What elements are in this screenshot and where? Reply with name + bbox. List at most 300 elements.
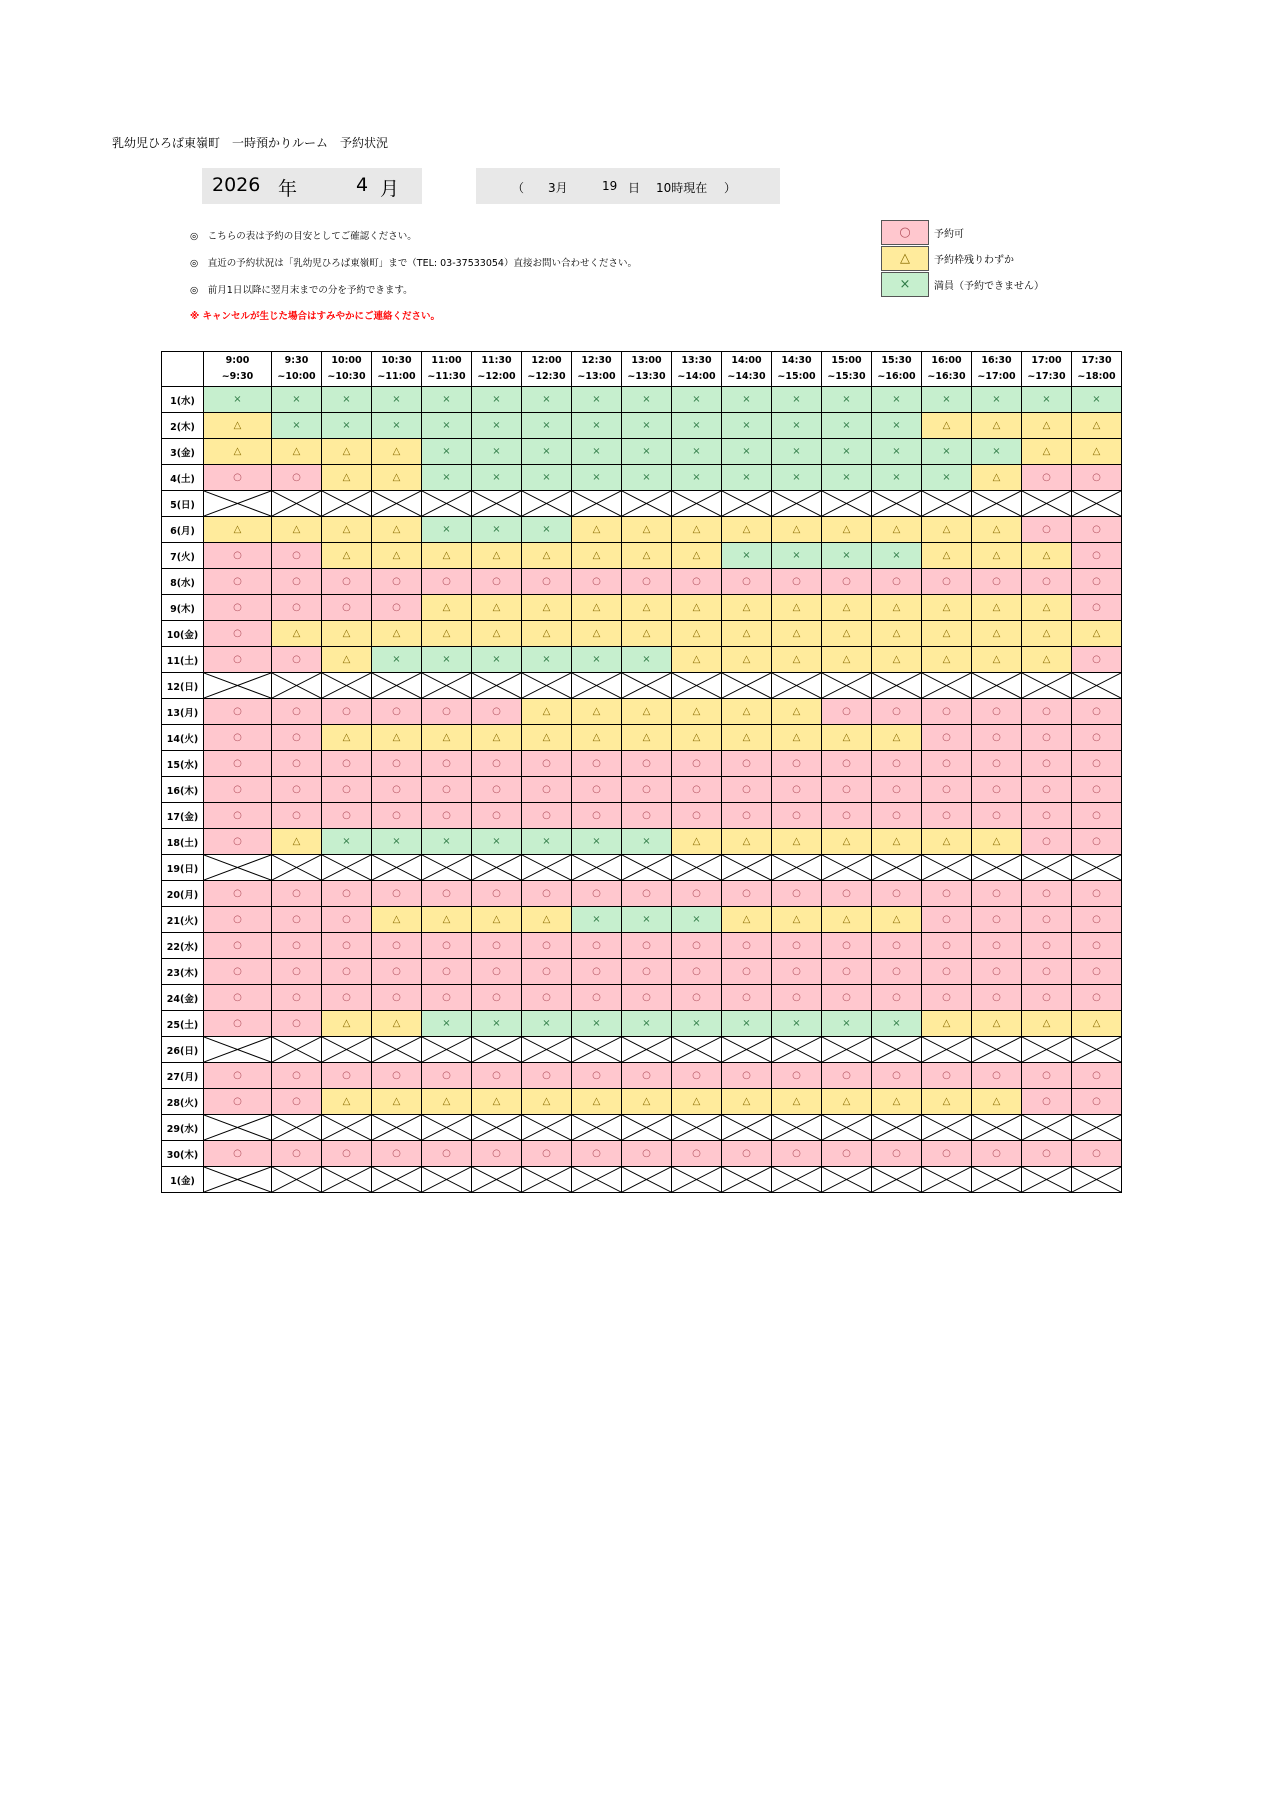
cross-out-icon — [622, 855, 671, 880]
slot-cell: × — [322, 387, 372, 413]
slot-cell: × — [872, 465, 922, 491]
slot-cell: ○ — [922, 1063, 972, 1089]
slot-cell: ○ — [572, 569, 622, 595]
cross-out-icon — [472, 1167, 521, 1192]
slot-cell: ○ — [1072, 699, 1122, 725]
slot-cell: △ — [572, 1089, 622, 1115]
slot-cell: ○ — [472, 985, 522, 1011]
slot-cell: ○ — [1072, 985, 1122, 1011]
time-slot-header — [622, 352, 672, 387]
slot-cell: ○ — [1022, 517, 1072, 543]
slot-cell: ○ — [272, 465, 322, 491]
slot-cell: ○ — [672, 1063, 722, 1089]
slot-cell: × — [822, 543, 872, 569]
table-row — [162, 595, 1122, 621]
slot-cell: × — [522, 829, 572, 855]
slot-cell: △ — [272, 621, 322, 647]
closed-cell — [772, 1037, 822, 1063]
slot-cell: △ — [922, 1089, 972, 1115]
slot-cell: × — [522, 517, 572, 543]
slot-cell: ○ — [272, 1089, 322, 1115]
closed-cell — [722, 673, 772, 699]
slot-cell: ○ — [772, 933, 822, 959]
slot-cell: ○ — [272, 803, 322, 829]
slot-cell: △ — [572, 543, 622, 569]
slot-cell: ○ — [572, 803, 622, 829]
table-row — [162, 491, 1122, 517]
closed-cell — [672, 491, 722, 517]
cross-out-icon — [522, 1115, 571, 1140]
slot-cell: ○ — [722, 933, 772, 959]
slot-cell: ○ — [772, 881, 822, 907]
cross-out-icon — [622, 673, 671, 698]
table-row — [162, 569, 1122, 595]
closed-cell — [872, 1037, 922, 1063]
slot-cell: ○ — [372, 933, 422, 959]
closed-cell — [972, 673, 1022, 699]
time-slot-start: 17:00 — [1031, 355, 1062, 366]
slot-cell: × — [822, 1011, 872, 1037]
slot-cell: △ — [1072, 1011, 1122, 1037]
cross-out-icon — [822, 491, 871, 516]
slot-cell: ○ — [422, 959, 472, 985]
slot-cell: × — [872, 543, 922, 569]
slot-cell: ○ — [522, 777, 572, 803]
closed-cell — [722, 1115, 772, 1141]
closed-cell — [472, 491, 522, 517]
closed-cell — [722, 1037, 772, 1063]
slot-cell: × — [672, 1011, 722, 1037]
day-label: 20(月) — [162, 881, 204, 907]
slot-cell: ○ — [272, 907, 322, 933]
slot-cell: ○ — [572, 933, 622, 959]
cross-out-icon — [204, 855, 271, 880]
slot-cell: ○ — [972, 751, 1022, 777]
cross-out-icon — [822, 1115, 871, 1140]
time-slot-header — [322, 352, 372, 387]
time-slot-end: ~14:00 — [677, 371, 716, 382]
slot-cell: △ — [722, 1089, 772, 1115]
slot-cell: △ — [872, 907, 922, 933]
cross-out-icon — [972, 1037, 1021, 1062]
slot-cell: ○ — [622, 881, 672, 907]
day-label: 2(木) — [162, 413, 204, 439]
day-label: 26(日) — [162, 1037, 204, 1063]
cross-out-icon — [772, 1037, 821, 1062]
cross-out-icon — [1022, 673, 1071, 698]
slot-cell: △ — [672, 595, 722, 621]
time-slot-header — [722, 352, 772, 387]
slot-cell: × — [422, 413, 472, 439]
slot-cell: ○ — [922, 907, 972, 933]
day-label: 27(月) — [162, 1063, 204, 1089]
slot-cell: × — [722, 543, 772, 569]
slot-cell: ○ — [822, 1141, 872, 1167]
slot-cell: × — [572, 1011, 622, 1037]
cross-out-icon — [522, 1167, 571, 1192]
time-slot-start: 13:00 — [631, 355, 662, 366]
slot-cell: ○ — [872, 777, 922, 803]
slot-cell: ○ — [1072, 777, 1122, 803]
slot-cell: ○ — [822, 1063, 872, 1089]
slot-cell: × — [272, 387, 322, 413]
closed-cell — [322, 1037, 372, 1063]
slot-cell: △ — [872, 829, 922, 855]
slot-cell: ○ — [372, 803, 422, 829]
slot-cell: △ — [1022, 413, 1072, 439]
slot-cell: × — [372, 387, 422, 413]
cross-out-icon — [972, 1167, 1021, 1192]
slot-cell: ○ — [272, 881, 322, 907]
slot-cell: △ — [822, 907, 872, 933]
slot-cell: ○ — [372, 881, 422, 907]
slot-cell: △ — [872, 621, 922, 647]
slot-cell: △ — [972, 517, 1022, 543]
cross-out-icon — [1072, 1167, 1121, 1192]
slot-cell: ○ — [672, 933, 722, 959]
slot-cell: ○ — [204, 647, 272, 673]
slot-cell: △ — [522, 621, 572, 647]
closed-cell — [622, 1167, 672, 1193]
slot-cell: △ — [372, 725, 422, 751]
cross-out-icon — [922, 491, 971, 516]
slot-cell: △ — [372, 517, 422, 543]
cross-out-icon — [872, 1037, 921, 1062]
slot-cell: △ — [422, 1089, 472, 1115]
day-label: 23(木) — [162, 959, 204, 985]
page-title: 乳幼児ひろば東嶺町 一時預かりルーム 予約状況 — [112, 136, 389, 150]
closed-cell — [1072, 1115, 1122, 1141]
slot-cell: ○ — [572, 1063, 622, 1089]
slot-cell: ○ — [522, 569, 572, 595]
slot-cell: △ — [922, 543, 972, 569]
cross-out-icon — [772, 491, 821, 516]
slot-cell: ○ — [204, 725, 272, 751]
slot-cell: ○ — [422, 569, 472, 595]
closed-cell — [272, 491, 322, 517]
slot-cell: △ — [422, 621, 472, 647]
table-row — [162, 1037, 1122, 1063]
slot-cell: ○ — [472, 1141, 522, 1167]
slot-cell: ○ — [822, 777, 872, 803]
day-label: 4(土) — [162, 465, 204, 491]
slot-cell: × — [572, 439, 622, 465]
time-slot-end: ~17:00 — [977, 371, 1016, 382]
slot-cell: × — [522, 439, 572, 465]
day-label: 17(金) — [162, 803, 204, 829]
slot-cell: ○ — [422, 699, 472, 725]
cross-out-icon — [922, 673, 971, 698]
time-slot-start: 11:00 — [431, 355, 462, 366]
slot-cell: × — [872, 439, 922, 465]
month-value: 4 — [356, 174, 369, 196]
slot-cell: ○ — [1072, 829, 1122, 855]
slot-cell: ○ — [472, 959, 522, 985]
slot-cell: △ — [422, 725, 472, 751]
slot-cell: △ — [722, 647, 772, 673]
closed-cell — [204, 1167, 272, 1193]
slot-cell: △ — [872, 647, 922, 673]
table-row — [162, 985, 1122, 1011]
slot-cell: × — [372, 829, 422, 855]
slot-cell: ○ — [1022, 699, 1072, 725]
slot-cell: ○ — [1072, 907, 1122, 933]
slot-cell: ○ — [204, 543, 272, 569]
slot-cell: △ — [272, 829, 322, 855]
table-row — [162, 413, 1122, 439]
closed-cell — [372, 1167, 422, 1193]
slot-cell: ○ — [372, 985, 422, 1011]
slot-cell: ○ — [622, 803, 672, 829]
slot-cell: × — [922, 439, 972, 465]
time-slot-header — [872, 352, 922, 387]
table-row — [162, 647, 1122, 673]
note-1: ◎ こちらの表は予約の目安としてご確認ください。 — [190, 231, 417, 242]
closed-cell — [204, 1037, 272, 1063]
cross-out-icon — [1022, 855, 1071, 880]
slot-cell: △ — [672, 1089, 722, 1115]
slot-cell: ○ — [672, 1141, 722, 1167]
cross-out-icon — [422, 673, 471, 698]
time-slot-start: 9:00 — [225, 355, 250, 366]
cross-out-icon — [272, 673, 321, 698]
closed-cell — [472, 855, 522, 881]
cross-out-icon — [372, 855, 421, 880]
table-row — [162, 621, 1122, 647]
cross-out-icon — [322, 1037, 371, 1062]
legend-symbol-available: ○ — [881, 220, 929, 245]
cross-out-icon — [722, 855, 771, 880]
cross-out-icon — [422, 1037, 471, 1062]
slot-cell: × — [422, 517, 472, 543]
slot-cell: △ — [722, 595, 772, 621]
slot-cell: ○ — [972, 985, 1022, 1011]
slot-cell: ○ — [1022, 1141, 1072, 1167]
cross-out-icon — [1022, 1037, 1071, 1062]
slot-cell: △ — [472, 907, 522, 933]
closed-cell — [472, 673, 522, 699]
closed-cell — [372, 1115, 422, 1141]
time-slot-header — [822, 352, 872, 387]
closed-cell — [822, 855, 872, 881]
slot-cell: △ — [922, 647, 972, 673]
slot-cell: △ — [1022, 439, 1072, 465]
cross-out-icon — [872, 1167, 921, 1192]
slot-cell: ○ — [1072, 725, 1122, 751]
slot-cell: △ — [472, 595, 522, 621]
slot-cell: △ — [204, 517, 272, 543]
slot-cell: △ — [772, 725, 822, 751]
time-slot-end: ~10:00 — [277, 371, 316, 382]
slot-cell: ○ — [722, 985, 772, 1011]
slot-cell: ○ — [204, 569, 272, 595]
legend-label-available: 予約可 — [934, 229, 964, 240]
cross-out-icon — [204, 1037, 271, 1062]
cross-out-icon — [372, 673, 421, 698]
cross-out-icon — [372, 1037, 421, 1062]
slot-cell: ○ — [672, 751, 722, 777]
closed-cell — [1022, 491, 1072, 517]
time-slot-end: ~11:30 — [427, 371, 466, 382]
slot-cell: ○ — [972, 907, 1022, 933]
slot-cell: △ — [522, 595, 572, 621]
slot-cell: ○ — [272, 933, 322, 959]
slot-cell: △ — [272, 439, 322, 465]
cross-out-icon — [872, 491, 921, 516]
slot-cell: ○ — [672, 959, 722, 985]
slot-cell: △ — [322, 543, 372, 569]
cross-out-icon — [922, 1037, 971, 1062]
cross-out-icon — [622, 1167, 671, 1192]
slot-cell: ○ — [1022, 907, 1072, 933]
slot-cell: ○ — [204, 829, 272, 855]
slot-cell: × — [872, 387, 922, 413]
slot-cell: ○ — [722, 959, 772, 985]
slot-cell: ○ — [922, 751, 972, 777]
slot-cell: × — [422, 1011, 472, 1037]
slot-cell: ○ — [422, 1063, 472, 1089]
closed-cell — [422, 491, 472, 517]
slot-cell: ○ — [204, 959, 272, 985]
slot-cell: ○ — [372, 959, 422, 985]
closed-cell — [772, 673, 822, 699]
time-slot-header — [572, 352, 622, 387]
slot-cell: △ — [822, 517, 872, 543]
slot-cell: × — [922, 387, 972, 413]
slot-cell: ○ — [204, 1011, 272, 1037]
slot-cell: ○ — [272, 1011, 322, 1037]
slot-cell: △ — [772, 517, 822, 543]
slot-cell: △ — [622, 1089, 672, 1115]
day-label: 19(日) — [162, 855, 204, 881]
slot-cell: ○ — [204, 1141, 272, 1167]
cross-out-icon — [572, 1037, 621, 1062]
time-slot-end: ~11:00 — [377, 371, 416, 382]
closed-cell — [822, 491, 872, 517]
slot-cell: △ — [972, 1011, 1022, 1037]
legend-label-full: 満員（予約できません） — [934, 281, 1044, 292]
slot-cell: ○ — [622, 751, 672, 777]
cross-out-icon — [772, 1115, 821, 1140]
closed-cell — [922, 1167, 972, 1193]
day-label: 18(土) — [162, 829, 204, 855]
closed-cell — [672, 673, 722, 699]
note-3: ◎ 前月1日以降に翌月末までの分を予約できます。 — [190, 285, 413, 296]
slot-cell: ○ — [622, 569, 672, 595]
cross-out-icon — [272, 1037, 321, 1062]
slot-cell: △ — [1022, 1011, 1072, 1037]
slot-cell: △ — [822, 647, 872, 673]
time-slot-start: 17:30 — [1081, 355, 1112, 366]
slot-cell: △ — [772, 699, 822, 725]
slot-cell: ○ — [622, 1063, 672, 1089]
slot-cell: △ — [322, 439, 372, 465]
slot-cell: ○ — [672, 985, 722, 1011]
slot-cell: ○ — [372, 777, 422, 803]
slot-cell: △ — [322, 517, 372, 543]
closed-cell — [204, 1115, 272, 1141]
time-slot-start: 11:30 — [481, 355, 512, 366]
slot-cell: ○ — [1072, 569, 1122, 595]
legend-label-few-left: 予約枠残りわずか — [934, 255, 1014, 266]
cross-out-icon — [472, 1037, 521, 1062]
slot-cell: ○ — [204, 803, 272, 829]
closed-cell — [972, 1115, 1022, 1141]
legend-symbol-full: × — [881, 272, 929, 297]
day-label: 29(水) — [162, 1115, 204, 1141]
slot-cell: ○ — [1022, 985, 1072, 1011]
slot-cell: × — [272, 413, 322, 439]
cross-out-icon — [622, 1037, 671, 1062]
time-slot-end: ~15:00 — [777, 371, 816, 382]
slot-cell: ○ — [972, 1063, 1022, 1089]
closed-cell — [622, 491, 672, 517]
as-of-date-box — [476, 168, 780, 204]
slot-cell: × — [672, 907, 722, 933]
closed-cell — [372, 855, 422, 881]
slot-cell: △ — [772, 647, 822, 673]
slot-cell: △ — [572, 725, 622, 751]
slot-cell: ○ — [722, 751, 772, 777]
slot-cell: △ — [322, 1089, 372, 1115]
slot-cell: × — [322, 829, 372, 855]
slot-cell: × — [572, 413, 622, 439]
cross-out-icon — [1072, 1037, 1121, 1062]
slot-cell: ○ — [622, 1141, 672, 1167]
cross-out-icon — [872, 673, 921, 698]
cross-out-icon — [322, 1115, 371, 1140]
cross-out-icon — [772, 673, 821, 698]
slot-cell: △ — [772, 1089, 822, 1115]
closed-cell — [1072, 855, 1122, 881]
slot-cell: ○ — [972, 699, 1022, 725]
closed-cell — [372, 1037, 422, 1063]
cross-out-icon — [1072, 673, 1121, 698]
table-row — [162, 1089, 1122, 1115]
table-row — [162, 1011, 1122, 1037]
slot-cell: ○ — [772, 1141, 822, 1167]
slot-cell: ○ — [922, 699, 972, 725]
closed-cell — [922, 673, 972, 699]
slot-cell: × — [822, 465, 872, 491]
slot-cell: ○ — [522, 933, 572, 959]
slot-cell: ○ — [872, 751, 922, 777]
table-row — [162, 933, 1122, 959]
slot-cell: ○ — [322, 985, 372, 1011]
cross-out-icon — [522, 1037, 571, 1062]
closed-cell — [572, 1167, 622, 1193]
slot-cell: △ — [422, 595, 472, 621]
slot-cell: ○ — [972, 777, 1022, 803]
slot-cell: ○ — [1072, 881, 1122, 907]
time-slot-end: ~13:30 — [627, 371, 666, 382]
closed-cell — [1072, 1037, 1122, 1063]
slot-cell: × — [622, 907, 672, 933]
closed-cell — [522, 1037, 572, 1063]
slot-cell: ○ — [572, 751, 622, 777]
table-row — [162, 907, 1122, 933]
slot-cell: ○ — [422, 803, 472, 829]
day-label: 13(月) — [162, 699, 204, 725]
slot-cell: ○ — [922, 881, 972, 907]
slot-cell: △ — [572, 699, 622, 725]
slot-cell: ○ — [1072, 465, 1122, 491]
slot-cell: ○ — [522, 959, 572, 985]
time-slot-end: ~16:30 — [927, 371, 966, 382]
cross-out-icon — [272, 491, 321, 516]
slot-cell: × — [722, 413, 772, 439]
closed-cell — [472, 1037, 522, 1063]
